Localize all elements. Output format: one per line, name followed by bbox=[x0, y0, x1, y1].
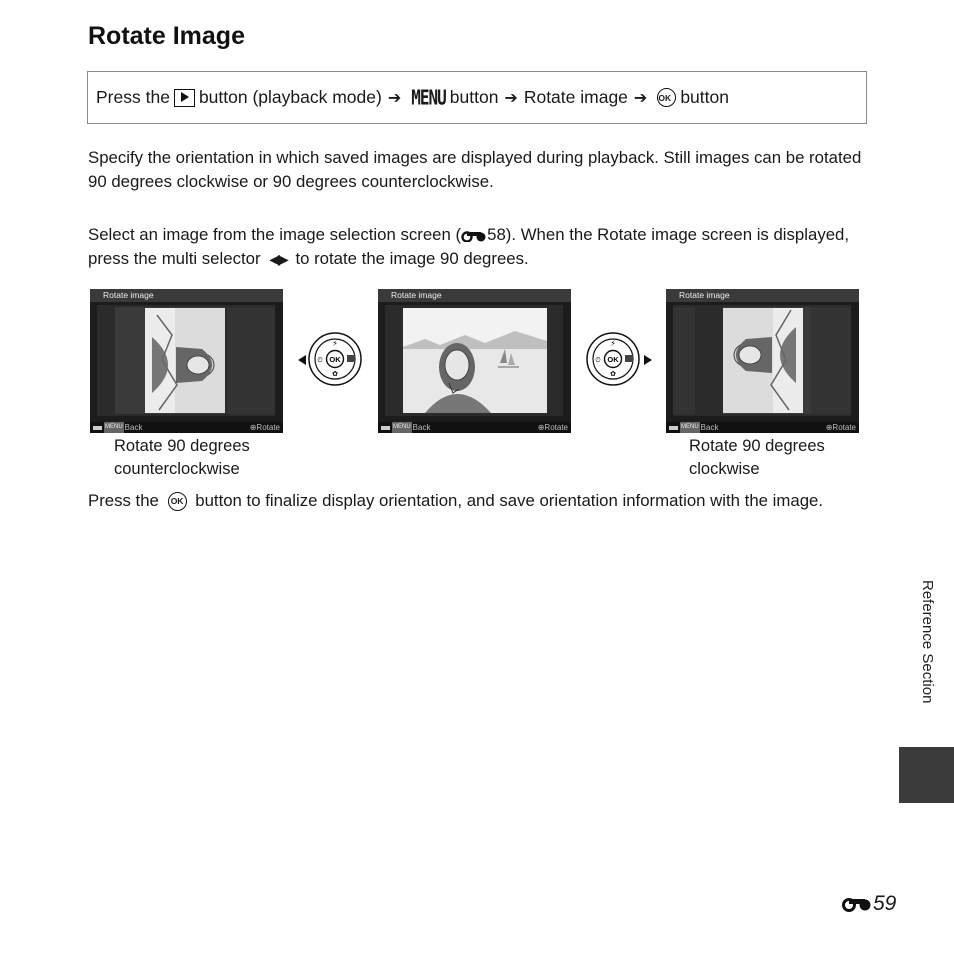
screen-footer: MENU Back ⊕Rotate bbox=[378, 422, 571, 433]
instruction-paragraph bbox=[88, 223, 878, 271]
caption-counterclockwise bbox=[114, 435, 250, 481]
left-right-arrows-icon: ◀▶ bbox=[269, 251, 287, 267]
svg-text:⚡: ⚡ bbox=[610, 339, 616, 348]
screen-title: Rotate image bbox=[90, 289, 283, 302]
nav-rotate-item: Rotate image bbox=[523, 87, 628, 107]
caption-cw-line2: clockwise bbox=[689, 460, 760, 478]
finalize-paragraph bbox=[88, 489, 878, 513]
svg-text:⚡: ⚡ bbox=[332, 339, 338, 348]
back-label: Back bbox=[700, 423, 719, 432]
ok-button-icon: OK bbox=[657, 88, 676, 107]
nav-press-the: Press the bbox=[96, 87, 170, 107]
photo-frame bbox=[385, 305, 563, 416]
rotate-label: Rotate bbox=[256, 423, 280, 432]
screen-title: Rotate image bbox=[666, 289, 859, 302]
instruction-text-a: Select an image from the image selection screen ( bbox=[88, 225, 462, 244]
intro-paragraph: Specify the orientation in which saved images are displayed during playback. Still images can be rotated 90 degrees clockwise or 90 degrees counterclockwise. bbox=[88, 148, 862, 191]
rotated-photo-cw bbox=[673, 305, 851, 416]
instruction-text-c: to rotate the image 90 degrees. bbox=[295, 249, 529, 268]
nav-menu-button: button bbox=[449, 87, 499, 107]
back-label: Back bbox=[124, 423, 143, 432]
screen-footer: MENU Back ⊕Rotate bbox=[666, 422, 859, 433]
instruction-ref-page: 58 bbox=[487, 225, 506, 244]
menu-icon: MENU bbox=[411, 85, 446, 110]
right-arrow-icon: ➔ bbox=[504, 89, 518, 107]
camera-screen-counterclockwise bbox=[90, 289, 283, 433]
nav-ok-button: button bbox=[680, 87, 729, 107]
page-title: Rotate Image bbox=[88, 22, 245, 50]
rotate-label: Rotate bbox=[832, 423, 856, 432]
navigation-path bbox=[87, 71, 867, 124]
playback-icon bbox=[174, 89, 195, 107]
svg-text:✿: ✿ bbox=[610, 370, 616, 378]
right-arrow-icon: ➔ bbox=[633, 89, 648, 107]
caption-ccw-line2: counterclockwise bbox=[114, 460, 240, 478]
side-tab-marker bbox=[899, 747, 954, 803]
reference-binocular-icon bbox=[841, 896, 873, 912]
side-tab-label: Reference Section bbox=[919, 580, 936, 704]
svg-text:⏲: ⏲ bbox=[595, 356, 601, 364]
camera-screen-clockwise bbox=[666, 289, 859, 433]
finalize-text-a: Press the bbox=[88, 491, 159, 510]
original-photo bbox=[385, 305, 563, 416]
photo-frame bbox=[673, 305, 851, 416]
svg-text:✿: ✿ bbox=[332, 370, 338, 378]
svg-text:OK: OK bbox=[329, 355, 341, 364]
caption-ccw-line1: Rotate 90 degrees bbox=[114, 437, 250, 455]
svg-text:OK: OK bbox=[607, 355, 619, 364]
ok-button-icon: OK bbox=[168, 492, 187, 511]
finalize-text-b: button to finalize display orientation, and save orientation information with the image. bbox=[195, 491, 824, 510]
right-arrow-icon: ➔ bbox=[387, 89, 402, 107]
photo-frame bbox=[97, 305, 275, 416]
screen-footer: MENU Back ⊕Rotate bbox=[90, 422, 283, 433]
page-number-value: 59 bbox=[873, 892, 897, 915]
rotated-photo-ccw bbox=[97, 305, 275, 416]
caption-cw-line1: Rotate 90 degrees bbox=[689, 437, 825, 455]
screen-title: Rotate image bbox=[378, 289, 571, 302]
camera-screen-original bbox=[378, 289, 571, 433]
svg-text:⏲: ⏲ bbox=[317, 356, 323, 364]
instruction-text-b: ). When the Rotate image screen is displayed, press the multi selector bbox=[88, 225, 850, 268]
rotate-label: Rotate bbox=[544, 423, 568, 432]
caption-clockwise bbox=[689, 435, 825, 481]
nav-playback-button: button (playback mode) bbox=[198, 87, 382, 107]
reference-binocular-icon bbox=[461, 230, 487, 242]
back-label: Back bbox=[412, 423, 431, 432]
multi-selector-right bbox=[584, 330, 654, 388]
multi-selector-left bbox=[296, 330, 366, 388]
page-number bbox=[841, 892, 896, 916]
